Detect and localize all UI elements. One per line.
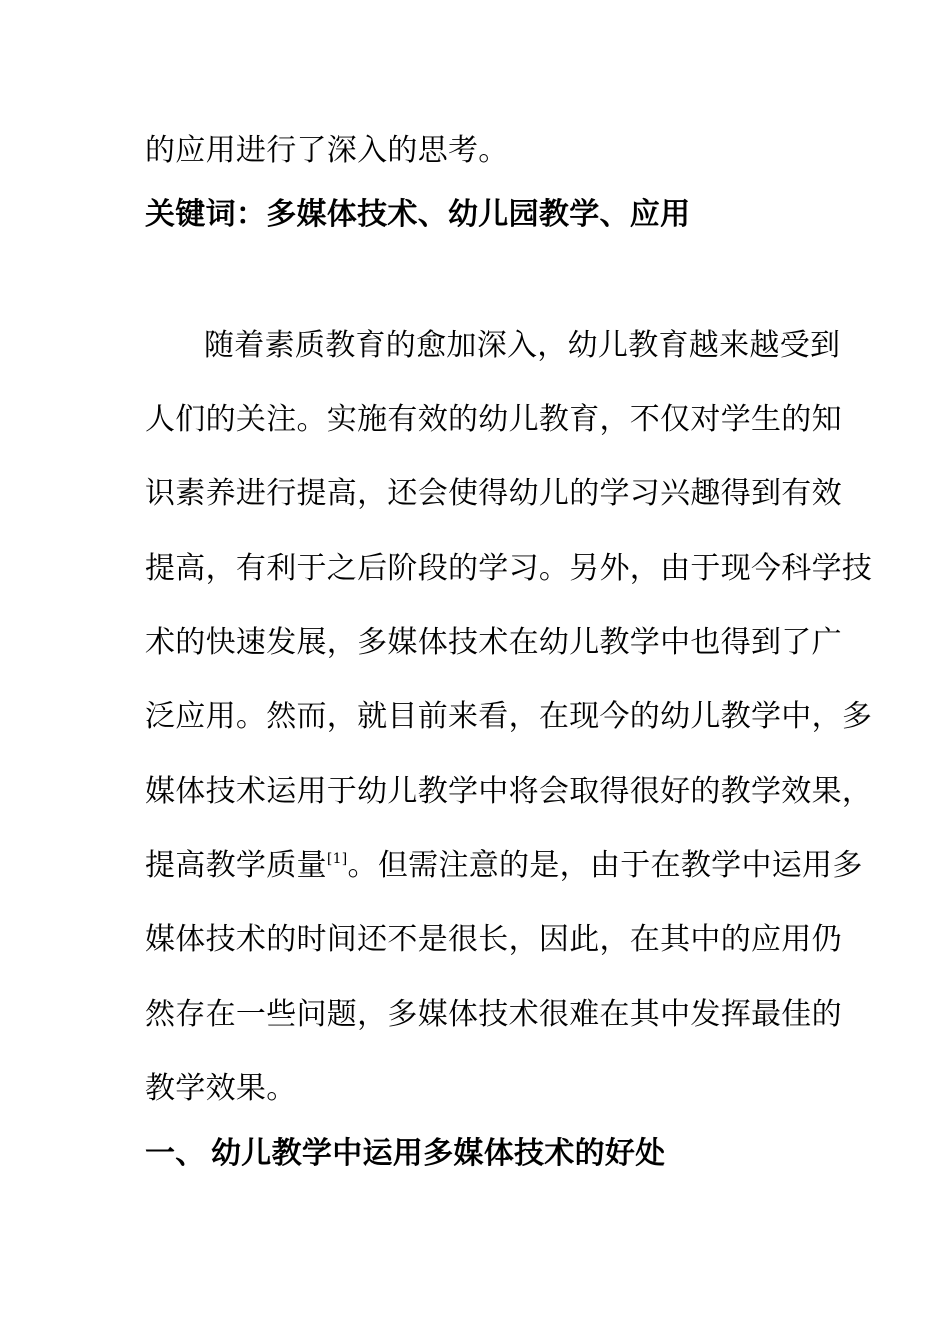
paragraph-line-10: 然存在一些问题，多媒体技术很难在其中发挥最佳的 (145, 997, 842, 1032)
intro-tail-line: 的应用进行了深入的思考。 (145, 133, 509, 168)
paragraph-line-5: 术的快速发展，多媒体技术在幼儿教学中也得到了广 (145, 625, 842, 660)
paragraph-line-11: 教学效果。 (145, 1071, 297, 1106)
section-heading (145, 1134, 666, 1174)
paragraph-line-3: 识素养进行提高，还会使得幼儿的学习兴趣得到有效 (145, 476, 842, 511)
paragraph-line-2: 人们的关注。实施有效的幼儿教育，不仅对学生的知 (145, 402, 842, 437)
paragraph-line-6: 泛应用。然而，就目前来看，在现今的幼儿教学中，多 (145, 699, 873, 734)
paragraph-line-7: 媒体技术运用于幼儿教学中将会取得很好的教学效果， (145, 774, 873, 809)
section-heading-number: 一、 (145, 1136, 206, 1171)
paragraph-line-4: 提高，有利于之后阶段的学习。另外，由于现今科学技 (145, 551, 873, 586)
citation-line-after: 。但需注意的是，由于在教学中运用多 (347, 848, 863, 883)
citation-line-before: 提高教学质量 (145, 848, 327, 883)
paragraph-line-8 (145, 846, 863, 886)
section-heading-title: 幼儿教学中运用多媒体技术的好处 (211, 1136, 666, 1171)
paragraph-line-1: 随着素质教育的愈加深入，幼儿教育越来越受到 (204, 328, 841, 363)
paragraph-line-9: 媒体技术的时间还不是很长，因此，在其中的应用仍 (145, 922, 842, 957)
citation-mark[interactable]: [1] (326, 851, 348, 867)
keywords-line: 关键词：多媒体技术、幼儿园教学、应用 (145, 197, 691, 232)
